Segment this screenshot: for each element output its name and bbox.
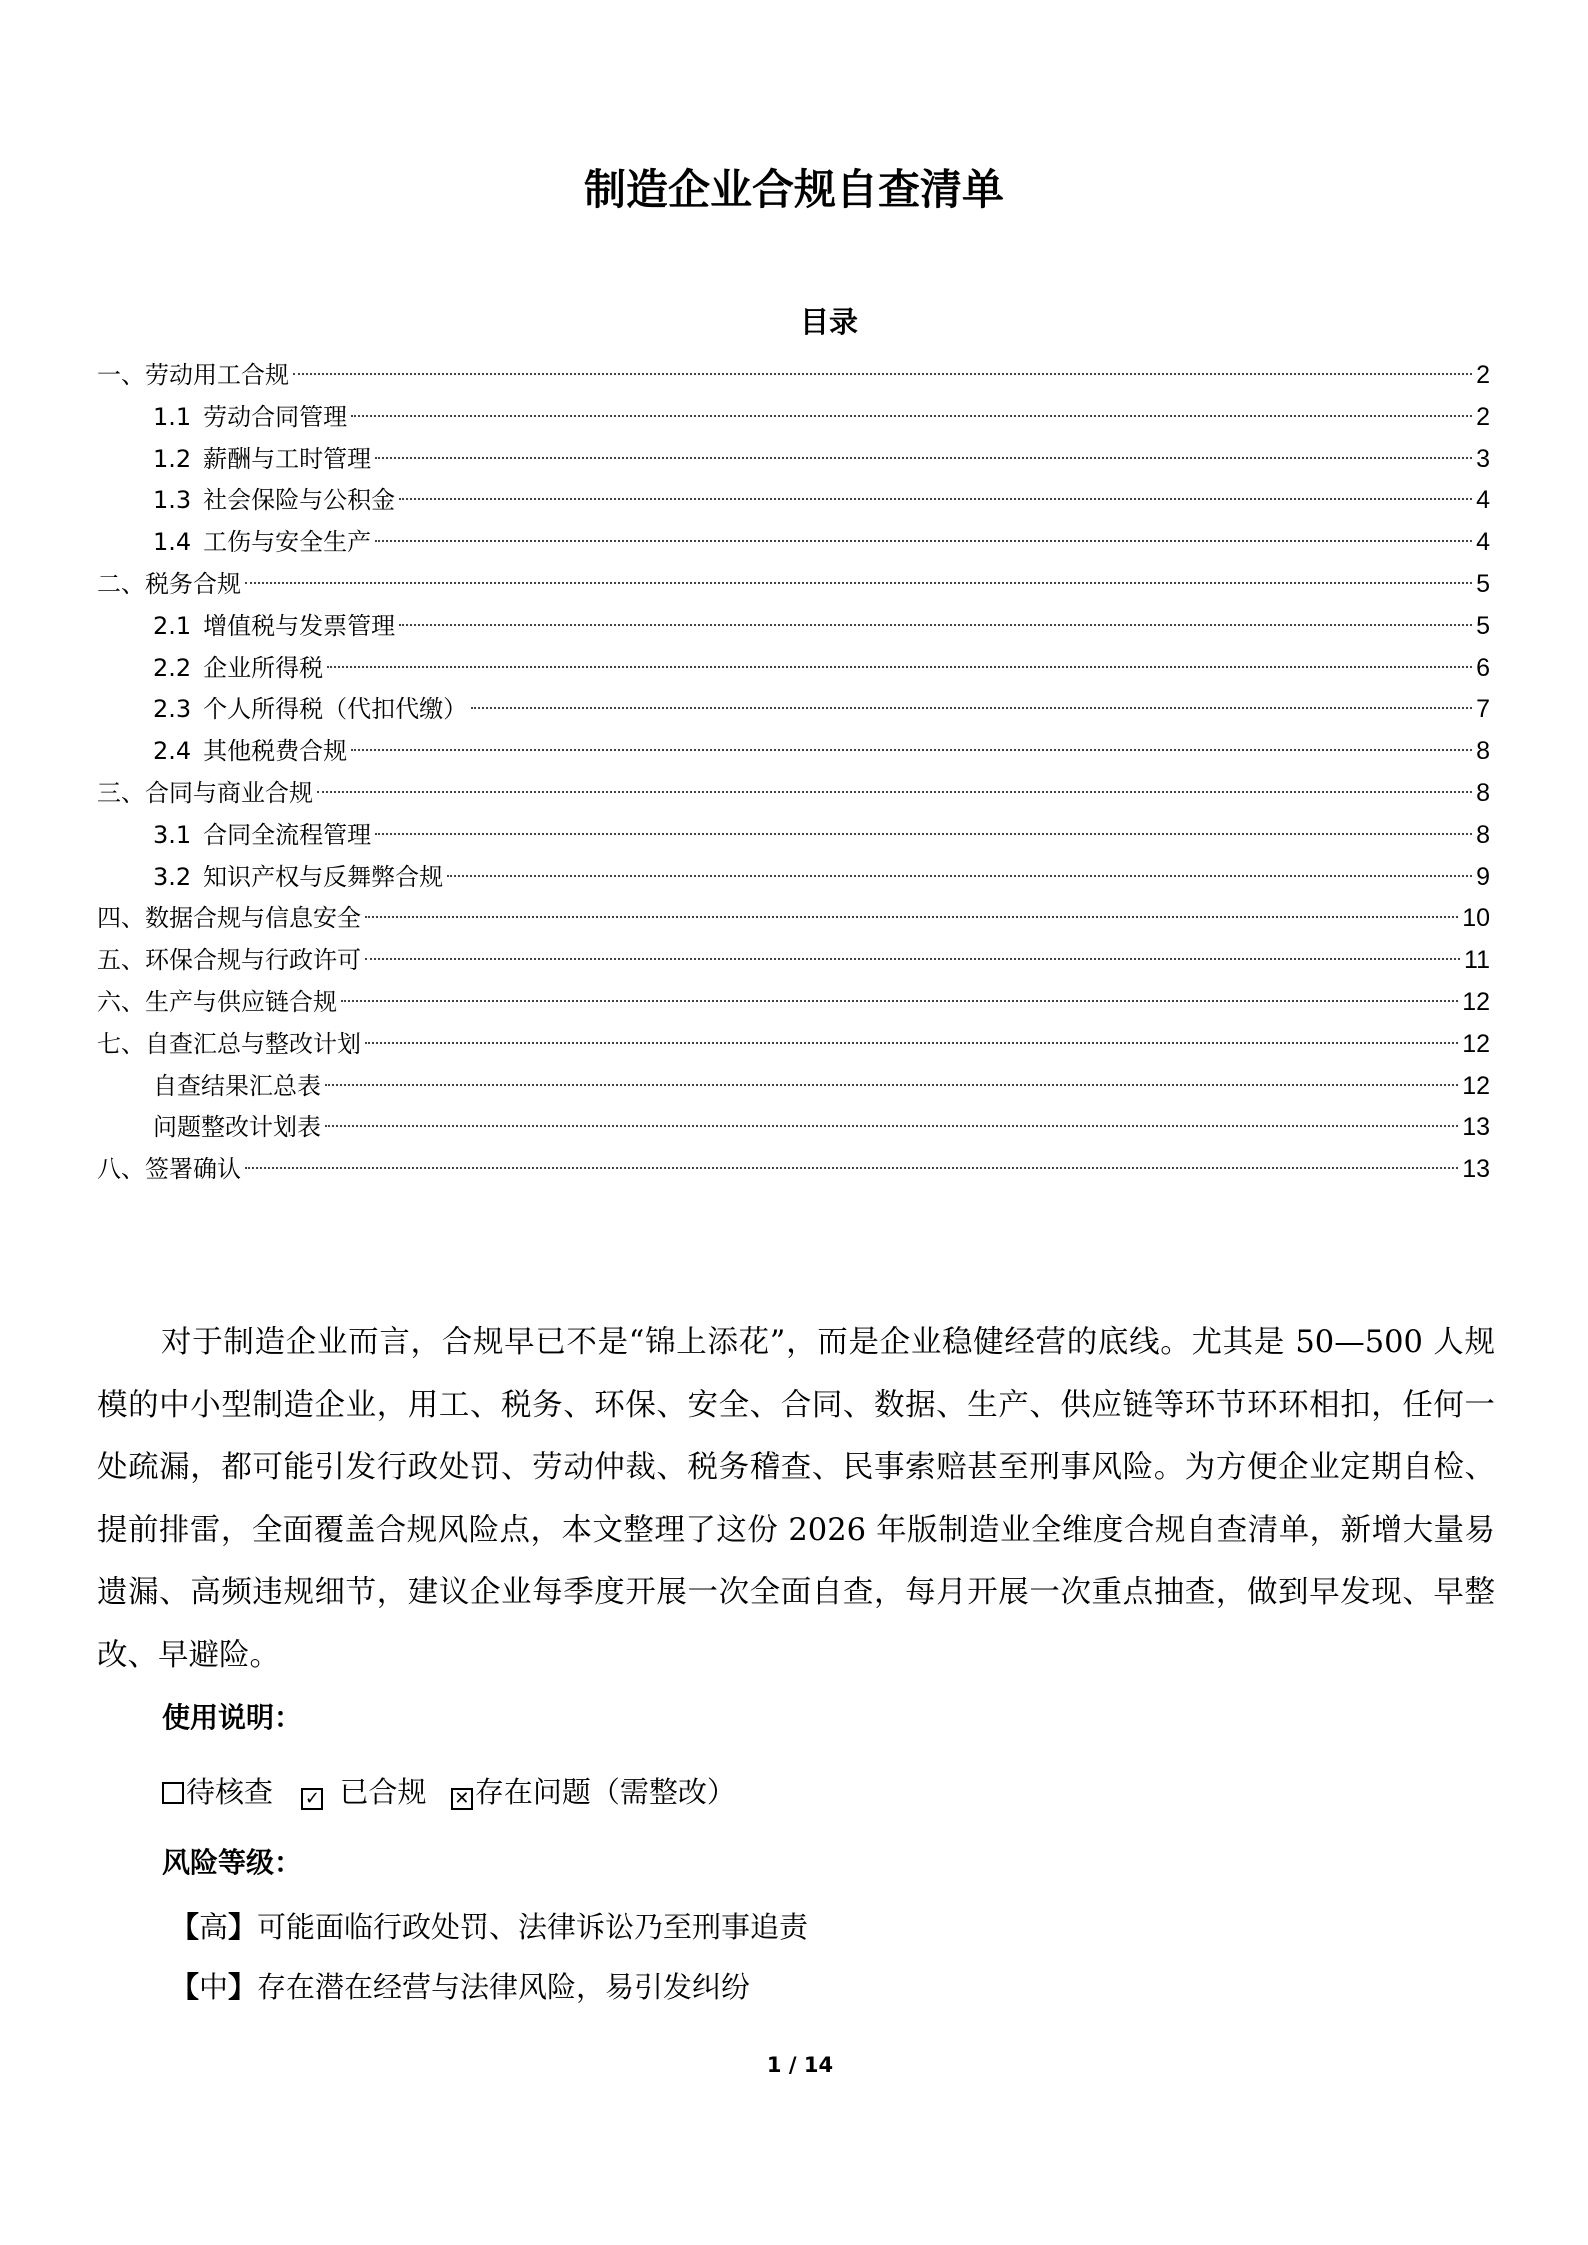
risk-heading: 风险等级： xyxy=(162,1846,303,1879)
toc-entry[interactable] xyxy=(97,1149,1490,1191)
risk-level-desc: 存在潜在经营与法律风险，易引发纠纷 xyxy=(257,1970,751,2004)
toc-entry-title: 二、税务合规 xyxy=(97,569,241,598)
toc-entry-title: 工伤与安全生产 xyxy=(203,528,372,557)
toc-entry-title: 企业所得税 xyxy=(203,653,324,682)
toc-entry-title: 六、生产与供应链合规 xyxy=(97,987,337,1016)
dot-leader xyxy=(351,749,1472,751)
risk-level-label: 高 xyxy=(199,1910,229,1944)
toc-entry-title: 问题整改计划表 xyxy=(153,1113,321,1142)
dot-leader xyxy=(399,498,1472,500)
toc-entry-page: 13 xyxy=(1462,1155,1490,1184)
toc-entry-label xyxy=(97,773,313,815)
dot-leader xyxy=(341,1000,1458,1002)
bracket-close: 】 xyxy=(228,1910,258,1944)
toc-entry-label xyxy=(153,648,323,690)
toc-entry-number: 1.1 xyxy=(153,402,192,431)
document-title: 制造企业合规自查清单 xyxy=(583,165,1004,214)
toc-entry-label xyxy=(97,1024,361,1066)
pending-label: 待核查 xyxy=(186,1775,274,1809)
toc-entry-label xyxy=(97,982,337,1024)
toc-entry-label xyxy=(97,898,361,940)
toc-entry-number: 1.4 xyxy=(153,528,192,557)
toc-entry-title: 合同全流程管理 xyxy=(203,820,372,849)
dot-leader xyxy=(365,916,1458,918)
toc-entry-label xyxy=(153,480,395,522)
toc-entry-number: 2.1 xyxy=(153,611,192,640)
toc-entry-title: 薪酬与工时管理 xyxy=(203,444,372,473)
toc-entry-number: 2.3 xyxy=(153,695,192,724)
toc-entry[interactable] xyxy=(97,898,1490,940)
toc-entry-page: 2 xyxy=(1476,361,1490,389)
toc-entry-title: 其他税费合规 xyxy=(203,737,348,766)
dot-leader xyxy=(325,1084,1458,1086)
toc-entry[interactable] xyxy=(97,857,1490,899)
toc-entry-title: 三、合同与商业合规 xyxy=(97,778,313,807)
toc-entry-label xyxy=(153,397,347,439)
toc-entry-page: 8 xyxy=(1476,778,1490,807)
toc-entry[interactable] xyxy=(97,940,1490,982)
toc-entry-title: 八、签署确认 xyxy=(97,1155,241,1184)
toc-entry-number: 1.2 xyxy=(153,444,192,473)
toc-entry-page: 11 xyxy=(1464,946,1490,975)
toc-heading: 目录 xyxy=(799,305,858,339)
toc-entry[interactable] xyxy=(97,689,1490,731)
toc-entry-label xyxy=(97,564,241,606)
toc-entry[interactable] xyxy=(97,522,1490,564)
toc-entry[interactable] xyxy=(97,480,1490,522)
toc-entry[interactable] xyxy=(97,564,1490,606)
toc-entry-label xyxy=(153,1107,321,1149)
toc-entry-page: 3 xyxy=(1476,444,1490,473)
toc-entry-label xyxy=(97,355,289,397)
toc-entry[interactable] xyxy=(97,606,1490,648)
bracket-close: 】 xyxy=(228,1970,258,2004)
toc-entry-label xyxy=(153,1066,321,1108)
crossed-checkbox-icon: ✕ xyxy=(451,1788,473,1810)
dot-leader xyxy=(317,791,1472,793)
toc-entry-label xyxy=(97,940,361,982)
toc-entry[interactable] xyxy=(97,1066,1490,1108)
dot-leader xyxy=(471,707,1472,709)
dot-leader xyxy=(399,624,1472,626)
toc-entry-page: 12 xyxy=(1462,1071,1490,1100)
toc-entry-page: 5 xyxy=(1476,611,1490,640)
toc-entry-title: 增值税与发票管理 xyxy=(203,611,396,640)
usage-legend xyxy=(162,1773,736,1811)
toc-entry-page: 9 xyxy=(1476,862,1490,891)
toc-entry[interactable] xyxy=(97,1024,1490,1066)
toc-entry-label xyxy=(153,439,371,481)
toc-entry-page: 5 xyxy=(1476,569,1490,598)
toc-entry-label xyxy=(153,606,395,648)
toc-entry-page: 2 xyxy=(1476,402,1490,431)
dot-leader xyxy=(245,582,1472,584)
dot-leader xyxy=(375,833,1472,835)
toc-entry[interactable] xyxy=(97,773,1490,815)
toc-entry-label xyxy=(97,1149,241,1191)
dot-leader xyxy=(351,415,1472,417)
toc-entry[interactable] xyxy=(97,731,1490,773)
toc-entry-number: 3.1 xyxy=(153,820,192,849)
table-of-contents xyxy=(97,355,1490,1191)
toc-entry-page: 4 xyxy=(1476,528,1490,557)
toc-entry-page: 12 xyxy=(1462,1029,1490,1058)
dot-leader xyxy=(365,1042,1458,1044)
toc-entry-title: 知识产权与反舞弊合规 xyxy=(203,862,444,891)
toc-entry[interactable] xyxy=(97,1107,1490,1149)
toc-entry-page: 7 xyxy=(1476,695,1490,724)
issue-label: 存在问题（需整改） xyxy=(474,1775,736,1809)
risk-level-desc: 可能面临行政处罚、法律诉讼乃至刑事追责 xyxy=(257,1910,809,1944)
toc-entry-page: 4 xyxy=(1476,486,1490,515)
toc-entry[interactable] xyxy=(97,355,1490,397)
toc-entry-title: 自查结果汇总表 xyxy=(153,1071,321,1100)
toc-entry-number: 2.2 xyxy=(153,653,192,682)
toc-entry-title: 七、自查汇总与整改计划 xyxy=(97,1029,361,1058)
toc-entry-page: 8 xyxy=(1476,820,1490,849)
dot-leader xyxy=(245,1167,1458,1169)
dot-leader xyxy=(375,540,1472,542)
toc-entry-title: 一、劳动用工合规 xyxy=(97,361,289,389)
dot-leader xyxy=(327,666,1472,668)
dot-leader xyxy=(447,875,1472,877)
toc-entry[interactable] xyxy=(97,815,1490,857)
risk-level-medium xyxy=(170,1968,750,2006)
bracket-open: 【 xyxy=(170,1970,200,2004)
dot-leader xyxy=(325,1125,1458,1127)
toc-entry-page: 12 xyxy=(1462,987,1490,1016)
toc-entry-title: 五、环保合规与行政许可 xyxy=(97,946,361,975)
page-indicator: 1 / 14 xyxy=(766,2053,834,2077)
toc-entry-title: 劳动合同管理 xyxy=(203,402,348,431)
bracket-open: 【 xyxy=(170,1910,200,1944)
risk-level-high xyxy=(170,1908,808,1946)
toc-entry[interactable] xyxy=(97,397,1490,439)
toc-entry[interactable] xyxy=(97,982,1490,1024)
dot-leader xyxy=(293,373,1472,375)
toc-entry-page: 10 xyxy=(1462,904,1490,933)
usage-heading: 使用说明： xyxy=(162,1701,303,1734)
toc-entry-number: 1.3 xyxy=(153,486,192,515)
toc-entry-number: 2.4 xyxy=(153,737,192,766)
toc-entry-title: 个人所得税（代扣代缴） xyxy=(203,695,468,724)
toc-entry-label xyxy=(153,689,467,731)
empty-checkbox-icon xyxy=(162,1782,184,1804)
toc-entry[interactable] xyxy=(97,439,1490,481)
toc-entry-label xyxy=(153,522,371,564)
toc-entry-title: 四、数据合规与信息安全 xyxy=(97,904,361,933)
toc-entry-page: 6 xyxy=(1476,653,1490,682)
toc-entry-title: 社会保险与公积金 xyxy=(203,486,396,515)
toc-entry-label xyxy=(153,731,347,773)
dot-leader xyxy=(365,958,1460,960)
compliant-label: 已合规 xyxy=(339,1775,427,1809)
toc-entry-page: 8 xyxy=(1476,737,1490,766)
toc-entry-label xyxy=(153,857,443,899)
intro-paragraph: 对于制造企业而言，合规早已不是“锦上添花”，而是企业稳健经营的底线。尤其是 50—500 人规模的中小型制造企业，用工、税务、环保、安全、合同、数据、生产、供应链等环节环环相扣，任何一处疏漏，都可能引发行政处罚、劳动仲裁、税务稽查、民事索赔甚至刑事风险。为方便企业定期自检、提前排雷，全面覆盖合规风险点，本文整理了这份 2026 年版制造业全维度合规自查清单，新增大量易遗漏、高频违规细节，建议企业每季度开展一次全面自查，每月开展一次重点抽查，做到早发现、早整改、早避险。 xyxy=(97,1325,1495,1673)
checked-checkbox-icon: ✓ xyxy=(301,1788,323,1810)
toc-entry-page: 13 xyxy=(1462,1113,1490,1142)
dot-leader xyxy=(375,457,1472,459)
risk-level-label: 中 xyxy=(199,1970,229,2004)
toc-entry-label xyxy=(153,815,371,857)
toc-entry[interactable] xyxy=(97,648,1490,690)
toc-entry-number: 3.2 xyxy=(153,862,192,891)
